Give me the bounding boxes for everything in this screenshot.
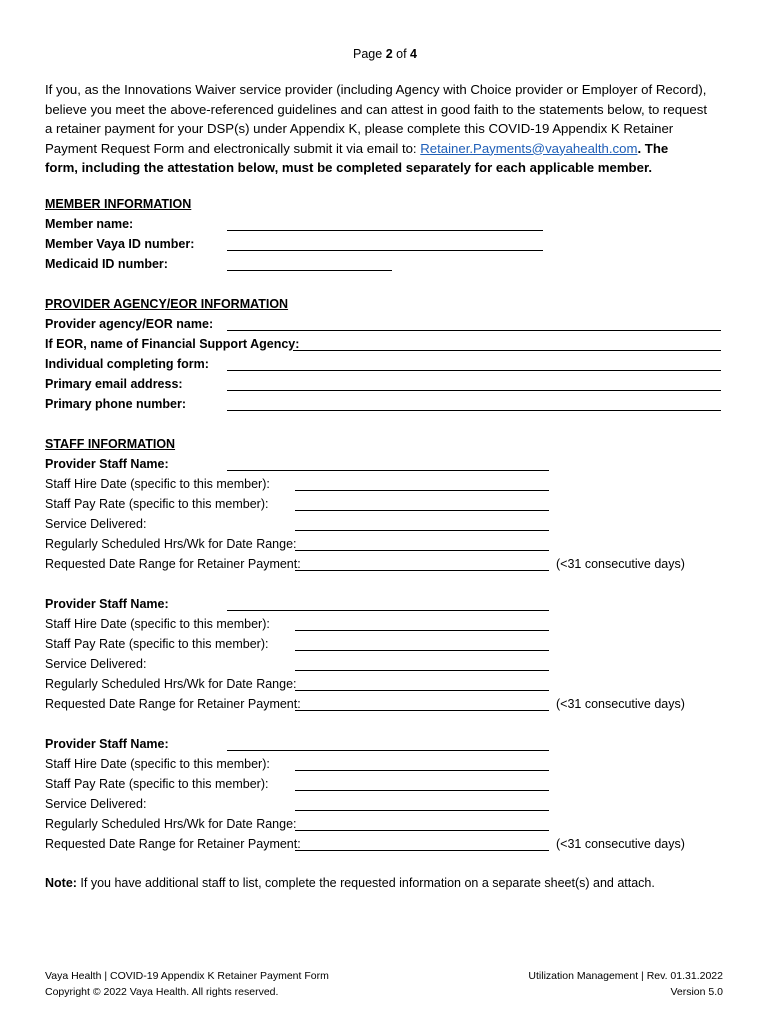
date-range-row <box>45 837 695 857</box>
member-section-title: MEMBER INFORMATION <box>45 197 192 211</box>
staff-name-label: Provider Staff Name: <box>45 737 169 751</box>
primary-email-field[interactable] <box>227 390 721 391</box>
primary-email-label: Primary email address: <box>45 377 183 391</box>
staff-hire-date-label: Staff Hire Date (specific to this member): <box>45 757 270 771</box>
staff-name-label: Provider Staff Name: <box>45 597 169 611</box>
staff-pay-rate-field[interactable] <box>295 790 549 791</box>
staff-name-field[interactable] <box>227 470 549 471</box>
footer-left <box>45 968 329 1000</box>
provider-agency-label: Provider agency/EOR name: <box>45 317 214 331</box>
date-range-row <box>45 557 695 577</box>
scheduled-hours-label: Regularly Scheduled Hrs/Wk for Date Range: <box>45 817 297 831</box>
staff-pay-rate-label: Staff Pay Rate (specific to this member): <box>45 637 269 651</box>
footer-form-title: Vaya Health | COVID-19 Appendix K Retainer Payment Form <box>45 970 329 982</box>
date-range-field[interactable] <box>295 570 549 571</box>
staff-pay-rate-field[interactable] <box>295 510 549 511</box>
provider-agency-field[interactable] <box>227 330 721 331</box>
footer-revision: Utilization Management | Rev. 01.31.2022 <box>528 970 723 982</box>
service-delivered-label: Service Delivered: <box>45 797 147 811</box>
fsa-field[interactable] <box>293 350 721 351</box>
date-range-note: (<31 consecutive days) <box>556 557 685 571</box>
intro-line: believe you meet the above-referenced guidelines and can attest in good faith to the statements below, to request <box>45 101 708 117</box>
service-delivered-field[interactable] <box>295 530 549 531</box>
member-name-field[interactable] <box>227 230 543 231</box>
intro-paragraph <box>45 80 735 178</box>
staff-name-field[interactable] <box>227 610 549 611</box>
service-delivered-field[interactable] <box>295 670 549 671</box>
date-range-label: Requested Date Range for Retainer Payment: <box>45 697 301 711</box>
staff-hire-date-field[interactable] <box>295 630 549 631</box>
staff-name-label: Provider Staff Name: <box>45 457 169 471</box>
individual-completing-label: Individual completing form: <box>45 357 209 371</box>
footer-right <box>528 968 723 1000</box>
intro-line: If you, as the Innovations Waiver service provider (including Agency with Choice provider or Employer of Record), <box>45 82 707 97</box>
intro-line: Payment Request Form and electronically submit it via email to: Retainer.Payments@vayahealth.com. The <box>45 140 669 156</box>
date-range-label: Requested Date Range for Retainer Payment: <box>45 837 301 851</box>
service-delivered-label: Service Delivered: <box>45 517 147 531</box>
date-range-note: (<31 consecutive days) <box>556 697 685 711</box>
retainer-email-link[interactable]: Retainer.Payments@vayahealth.com <box>420 140 638 156</box>
footer-version: Version 5.0 <box>670 986 723 998</box>
scheduled-hours-field[interactable] <box>295 550 549 551</box>
staff-hire-date-field[interactable] <box>295 490 549 491</box>
date-range-note: (<31 consecutive days) <box>556 837 685 851</box>
member-name-label: Member name: <box>45 217 134 231</box>
staff-pay-rate-label: Staff Pay Rate (specific to this member): <box>45 777 269 791</box>
scheduled-hours-label: Regularly Scheduled Hrs/Wk for Date Range: <box>45 537 297 551</box>
scheduled-hours-field[interactable] <box>295 830 549 831</box>
intro-line: form, including the attestation below, must be completed separately for each applicable member. <box>45 160 653 175</box>
service-delivered-label: Service Delivered: <box>45 657 147 671</box>
staff-pay-rate-field[interactable] <box>295 650 549 651</box>
page-indicator: Page 2 of 4 <box>353 47 417 61</box>
individual-completing-field[interactable] <box>227 370 721 371</box>
service-delivered-field[interactable] <box>295 810 549 811</box>
scheduled-hours-label: Regularly Scheduled Hrs/Wk for Date Range: <box>45 677 297 691</box>
staff-hire-date-label: Staff Hire Date (specific to this member): <box>45 617 270 631</box>
primary-phone-field[interactable] <box>227 410 721 411</box>
member-vaya-id-field[interactable] <box>227 250 543 251</box>
note-label: Note: <box>45 876 77 890</box>
intro-line: a retainer payment for your DSP(s) under Appendix K, please complete this COVID-19 Appendix K Retainer <box>45 121 674 136</box>
primary-phone-label: Primary phone number: <box>45 397 186 411</box>
current-page: 2 <box>385 47 393 61</box>
member-vaya-id-label: Member Vaya ID number: <box>45 237 195 251</box>
date-range-field[interactable] <box>295 710 549 711</box>
date-range-field[interactable] <box>295 850 549 851</box>
medicaid-id-field[interactable] <box>227 270 392 271</box>
provider-section-title: PROVIDER AGENCY/EOR INFORMATION <box>45 297 289 311</box>
staff-hire-date-field[interactable] <box>295 770 549 771</box>
staff-hire-date-label: Staff Hire Date (specific to this member): <box>45 477 270 491</box>
total-pages: 4 <box>410 47 417 61</box>
staff-section-title: STAFF INFORMATION <box>45 437 176 451</box>
date-range-row <box>45 697 695 717</box>
staff-name-field[interactable] <box>227 750 549 751</box>
fsa-label: If EOR, name of Financial Support Agency: <box>45 337 300 351</box>
date-range-label: Requested Date Range for Retainer Payment: <box>45 557 301 571</box>
footer-copyright: Copyright © 2022 Vaya Health. All rights reserved. <box>45 986 279 998</box>
scheduled-hours-field[interactable] <box>295 690 549 691</box>
staff-pay-rate-label: Staff Pay Rate (specific to this member): <box>45 497 269 511</box>
additional-staff-note: Note: If you have additional staff to list, complete the requested information on a separate sheet(s) and attach. <box>45 876 655 890</box>
medicaid-id-label: Medicaid ID number: <box>45 257 168 271</box>
